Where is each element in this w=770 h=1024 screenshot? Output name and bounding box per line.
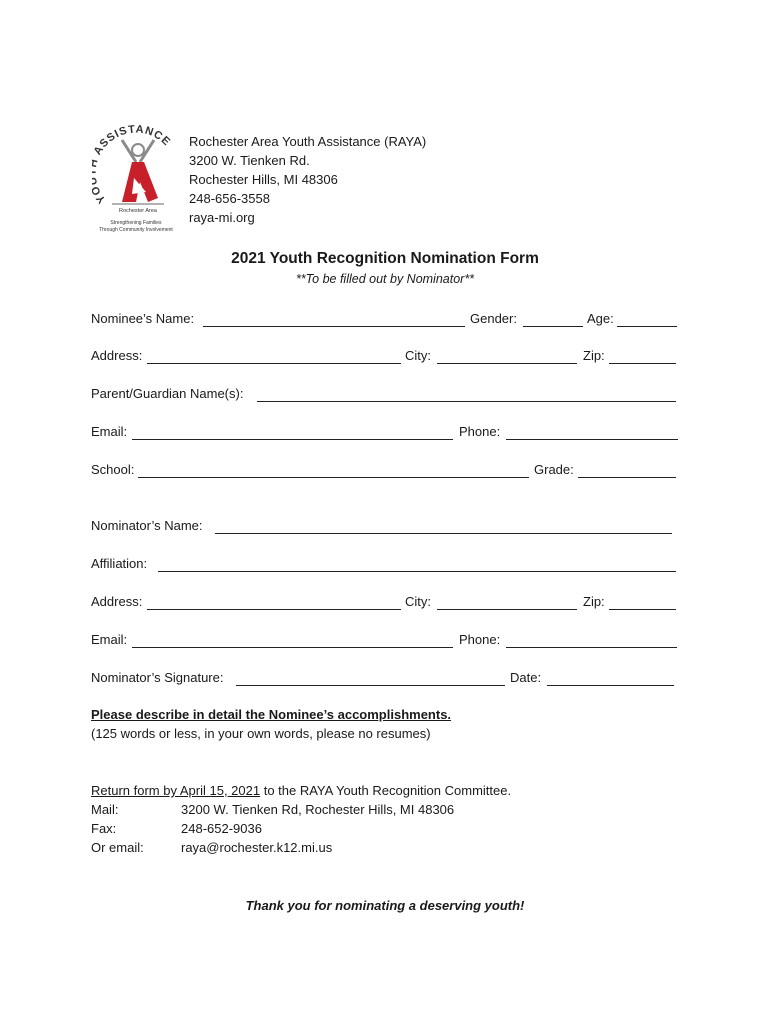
logo-caption: Rochester Area <box>119 208 157 214</box>
logo-arc-text: Y ASSISTANCE <box>92 123 173 206</box>
nominator-phone-field[interactable] <box>506 647 677 648</box>
grade-field[interactable] <box>578 477 676 478</box>
signature-label: Nominator’s Signature: <box>91 670 224 685</box>
accomplishments-note: (125 words or less, in your own words, please no resumes) <box>91 726 431 741</box>
return-deadline: Return form by April 15, 2021 <box>91 783 261 798</box>
org-address-block <box>189 132 426 227</box>
gender-label: Gender: <box>470 311 517 326</box>
nominee-phone-label: Phone: <box>459 424 501 439</box>
thank-you-message: Thank you for nominating a deserving youth! <box>245 898 525 913</box>
logo-tagline-1: Strengthening Families <box>110 220 162 226</box>
nominee-name-field[interactable] <box>203 326 465 327</box>
logo-tagline-2: Through Community Involvement <box>99 227 173 233</box>
gender-field[interactable] <box>523 326 583 327</box>
affiliation-field[interactable] <box>158 571 676 572</box>
email-value: raya@rochester.k12.mi.us <box>181 840 333 855</box>
grade-label: Grade: <box>534 462 574 477</box>
nominator-zip-field[interactable] <box>609 609 676 610</box>
nominee-zip-field[interactable] <box>609 363 676 364</box>
age-field[interactable] <box>617 326 677 327</box>
email-label: Or email: <box>91 840 144 855</box>
school-field[interactable] <box>138 477 529 478</box>
org-name: Rochester Area Youth Assistance (RAYA) <box>189 134 427 149</box>
return-line <box>91 783 511 798</box>
parent-field[interactable] <box>257 401 676 402</box>
nominator-city-field[interactable] <box>437 609 577 610</box>
nominator-zip-label: Zip: <box>583 594 605 609</box>
form-title: 2021 Youth Recognition Nomination Form <box>231 250 539 267</box>
nominator-city-label: City: <box>405 594 431 609</box>
date-label: Date: <box>510 670 542 685</box>
nominee-email-field[interactable] <box>132 439 453 440</box>
nominator-address-field[interactable] <box>147 609 401 610</box>
nominee-zip-label: Zip: <box>583 348 605 363</box>
nominator-phone-label: Phone: <box>459 632 501 647</box>
org-city: Rochester Hills, MI 48306 <box>189 172 338 187</box>
org-phone: 248-656-3558 <box>189 191 270 206</box>
parent-label: Parent/Guardian Name(s): <box>91 386 244 401</box>
nominator-email-field[interactable] <box>132 647 453 648</box>
nominator-name-field[interactable] <box>215 533 672 534</box>
nominee-address-field[interactable] <box>147 363 401 364</box>
nominee-city-field[interactable] <box>437 363 577 364</box>
fax-value: 248-652-9036 <box>181 821 262 836</box>
org-website: raya-mi.org <box>189 210 255 225</box>
org-street: 3200 W. Tienken Rd. <box>189 153 310 168</box>
raya-logo <box>92 118 182 236</box>
nominee-address-label: Address: <box>91 348 143 363</box>
accomplishments-heading: Please describe in detail the Nominee’s accomplishments. <box>91 707 452 722</box>
mail-value: 3200 W. Tienken Rd, Rochester Hills, MI 48306 <box>181 802 455 817</box>
signature-field[interactable] <box>236 685 505 686</box>
nominator-email-label: Email: <box>91 632 128 647</box>
logo-graphic <box>92 118 182 236</box>
form-subtitle: **To be filled out by Nominator** <box>295 272 475 286</box>
affiliation-label: Affiliation: <box>91 556 148 571</box>
return-deadline-rest: to the RAYA Youth Recognition Committee. <box>260 783 512 798</box>
nominee-phone-field[interactable] <box>506 439 678 440</box>
nominator-address-label: Address: <box>91 594 143 609</box>
nominee-name-label: Nominee’s Name: <box>91 311 195 326</box>
nominator-name-label: Nominator’s Name: <box>91 518 203 533</box>
date-field[interactable] <box>547 685 674 686</box>
age-label: Age: <box>587 311 614 326</box>
school-label: School: <box>91 462 135 477</box>
mail-label: Mail: <box>91 802 119 817</box>
nominee-email-label: Email: <box>91 424 128 439</box>
nominee-city-label: City: <box>405 348 431 363</box>
fax-label: Fax: <box>91 821 117 836</box>
